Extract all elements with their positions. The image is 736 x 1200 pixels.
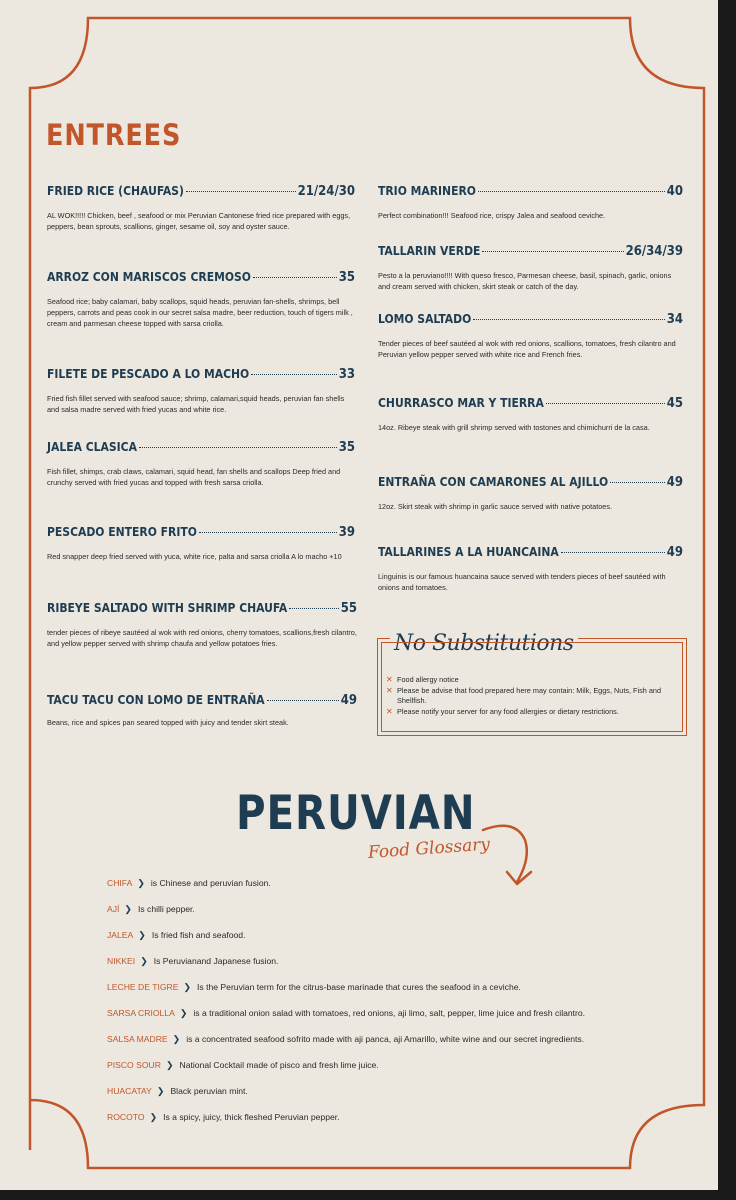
glossary-definition: National Cocktail made of pisco and fresh lime juice. — [179, 1060, 379, 1070]
glossary-definition: Is Peruvianand Japanese fusion. — [153, 956, 279, 966]
item-price: 49 — [340, 693, 357, 708]
glossary-definition: Is a spicy, juicy, thick fleshed Peruvian pepper. — [163, 1112, 340, 1122]
item-title-row — [47, 601, 357, 616]
leader-dots — [473, 319, 664, 320]
menu-item — [378, 184, 683, 221]
item-description: Fish fillet, shimps, crab claws, calamari, squid head, fan shells and scallops Deep fried and crunchy served with fried yucas and topped with fresh sarsa criolla. — [47, 467, 341, 487]
item-price: 35 — [338, 270, 355, 285]
item-title-row — [378, 184, 683, 199]
item-description: Linguinis is our famous huancaina sauce served with tenders pieces of beef sautéed with onions and tomatoes. — [378, 572, 666, 592]
chevron-right-icon: ❯ — [179, 1007, 188, 1018]
x-mark-icon: ✕ — [386, 685, 393, 695]
menu-item — [47, 184, 355, 232]
menu-item — [378, 545, 683, 593]
glossary-entry — [107, 974, 585, 1000]
item-description: Tender pieces of beef sautéed al wok with red onions, scallions, tomatoes, fresh cilantro and Peruvian yellow pepper served with white rice and French fries. — [378, 339, 676, 359]
allergy-notice-list — [386, 675, 676, 717]
chevron-right-icon: ❯ — [149, 1111, 158, 1122]
item-name: PESCADO ENTERO FRITO — [47, 525, 197, 539]
glossary-entry — [107, 948, 585, 974]
item-description: Pesto a la peruviano!!!! With queso fresco, Parmesan cheese, basil, spinach, garlic, onions and cream served with chicken, skirt steak or catch of the day. — [378, 271, 672, 291]
item-price: 21/24/30 — [297, 184, 355, 199]
menu-item — [378, 312, 683, 360]
glossary-term: SALSA MADRE — [107, 1034, 168, 1044]
chevron-right-icon: ❯ — [140, 955, 148, 966]
chevron-right-icon: ❯ — [124, 903, 132, 914]
item-description: AL WOK!!!!! Chicken, beef , seafood or mix Peruvian Cantonese fried rice prepared with eggs, peppers, bean sprouts, scallions, ginger, sesame oil, soy and oyster sauce. — [47, 211, 351, 231]
item-title-row — [47, 440, 355, 455]
item-price: 39 — [338, 525, 355, 540]
item-name: JALEA CLASICA — [47, 440, 137, 454]
glossary-definition: is a concentrated seafood sofrito made with aji panca, aji Amarillo, white wine and our secret ingredients. — [186, 1034, 585, 1044]
item-title-row — [378, 396, 683, 411]
menu-item — [47, 367, 355, 415]
glossary-entry — [107, 896, 585, 922]
item-name: RIBEYE SALTADO WITH SHRIMP CHAUFA — [47, 601, 288, 615]
glossary-definition: Is fried fish and seafood. — [151, 930, 246, 940]
item-description: Seafood rice; baby calamari, baby scallops, squid heads, peruvian fan-shells, shrimps, bell peppers, carrots and peas cook in our secret salsa madre, beer reduction, touch of tigers milk , cream and parmesan cheese topped with sarsa criolla. — [47, 297, 353, 328]
item-description: tender pieces of ribeye sautéed al wok with red onions, cherry tomatoes, scallions,fresh cilantro, and yellow pepper served with shrimp chaufa and yellow potatoes fries. — [47, 628, 357, 648]
chevron-right-icon: ❯ — [137, 877, 145, 888]
item-name: FRIED RICE (CHAUFAS) — [47, 184, 184, 198]
item-price: 49 — [666, 475, 683, 490]
chevron-right-icon: ❯ — [183, 981, 192, 992]
chevron-right-icon: ❯ — [138, 929, 146, 940]
glossary-entry — [107, 1104, 585, 1130]
item-price: 26/34/39 — [625, 244, 683, 259]
menu-item — [47, 525, 355, 562]
list-item — [386, 707, 676, 718]
menu-item — [47, 270, 355, 329]
glossary-definition: Black peruvian mint. — [170, 1086, 248, 1096]
item-price: 35 — [338, 440, 355, 455]
glossary-entry — [107, 1000, 585, 1026]
notice-text: Please be advise that food prepared here may contain: Milk, Eggs, Nuts, Fish and Shellfish. — [397, 685, 662, 705]
glossary-definition: is a traditional onion salad with tomatoes, red onions, aji limo, salt, pepper, lime juice and fresh cilantro. — [193, 1008, 586, 1018]
leader-dots — [478, 191, 665, 192]
chevron-right-icon: ❯ — [165, 1059, 174, 1070]
glossary-term: SARSA CRIOLLA — [107, 1008, 175, 1018]
item-description: Red snapper deep fried served with yuca, white rice, palta and sarsa criolla A lo macho +10 — [47, 552, 342, 561]
item-price: 49 — [666, 545, 683, 560]
menu-item — [378, 475, 683, 512]
glossary-entry — [107, 870, 585, 896]
leader-dots — [251, 374, 337, 375]
glossary-definition: Is chilli pepper. — [137, 904, 195, 914]
glossary-term: ROCOTO — [107, 1112, 145, 1122]
menu-item — [47, 693, 357, 728]
x-mark-icon: ✕ — [386, 706, 393, 716]
item-title-row — [378, 244, 683, 259]
item-title-row — [378, 475, 683, 490]
item-name: ARROZ CON MARISCOS CREMOSO — [47, 270, 251, 284]
glossary-entry — [107, 922, 585, 948]
leader-dots — [253, 277, 337, 278]
item-description: 14oz. Ribeye steak with grill shrimp served with tostones and chimichurri de la casa. — [378, 423, 650, 432]
item-title-row — [47, 184, 355, 199]
item-name: CHURRASCO MAR Y TIERRA — [378, 396, 544, 410]
item-price: 45 — [666, 396, 683, 411]
menu-item — [47, 601, 357, 649]
item-price: 55 — [340, 601, 357, 616]
item-description: Perfect combination!!! Seafood rice, crispy Jalea and seafood ceviche. — [378, 211, 606, 220]
item-title-row — [47, 270, 355, 285]
glossary-title: PERUVIAN — [236, 786, 476, 841]
glossary-term: NIKKEI — [107, 956, 136, 966]
glossary-term: JALEA — [107, 930, 134, 940]
glossary-list — [107, 870, 585, 1130]
item-title-row — [378, 312, 683, 327]
leader-dots — [199, 532, 337, 533]
leader-dots — [186, 191, 296, 192]
item-title-row — [47, 367, 355, 382]
leader-dots — [610, 482, 665, 483]
glossary-definition: Is the Peruvian term for the citrus-base marinade that cures the seafood in a ceviche. — [197, 982, 521, 992]
glossary-term: HUACATAY — [107, 1086, 152, 1096]
item-price: 34 — [666, 312, 683, 327]
glossary-term: LECHE DE TIGRE — [107, 982, 179, 992]
chevron-right-icon: ❯ — [172, 1033, 181, 1044]
item-name: LOMO SALTADO — [378, 312, 472, 326]
glossary-term: PISCO SOUR — [107, 1060, 161, 1070]
item-name: TALLARIN VERDE — [378, 244, 481, 258]
item-name: TACU TACU CON LOMO DE ENTRAÑA — [47, 693, 265, 707]
item-name: TRIO MARINERO — [378, 184, 476, 198]
leader-dots — [546, 403, 665, 404]
item-name: ENTRAÑA CON CAMARONES AL AJILLO — [378, 475, 609, 489]
leader-dots — [289, 608, 338, 609]
item-name: FILETE DE PESCADO A LO MACHO — [47, 367, 250, 381]
section-heading: ENTREES — [46, 118, 182, 152]
glossary-entry — [107, 1078, 585, 1104]
item-description: Beans, rice and spices pan seared topped with juicy and tender skirt steak. — [47, 718, 289, 727]
chevron-right-icon: ❯ — [156, 1085, 165, 1096]
item-price: 40 — [666, 184, 683, 199]
glossary-term: AJÍ — [107, 904, 120, 914]
leader-dots — [482, 251, 623, 252]
glossary-entry — [107, 1052, 585, 1078]
glossary-definition: is Chinese and peruvian fusion. — [150, 878, 271, 888]
list-item — [386, 686, 676, 707]
glossary-entry — [107, 1026, 585, 1052]
glossary-term: CHIFA — [107, 878, 133, 888]
list-item — [386, 675, 676, 686]
notice-text: Food allergy notice — [397, 675, 459, 684]
notice-text: Please notify your server for any food allergies or dietary restrictions. — [397, 706, 619, 716]
menu-item — [47, 440, 355, 488]
item-name: TALLARINES A LA HUANCAINA — [378, 545, 559, 559]
item-description: 12oz. Skirt steak with shrimp in garlic sauce served with native potatoes. — [378, 502, 613, 511]
glossary-subtitle: Food Glossary — [367, 834, 491, 863]
item-description: Fried fish fillet served with seafood sauce; shrimp, calamari,squid heads, peruvian fan shells and salsa madre served with fried yucas and white rice. — [47, 394, 345, 414]
x-mark-icon: ✕ — [386, 675, 393, 684]
item-title-row — [378, 545, 683, 560]
no-substitutions-title: No Substitutions — [390, 631, 578, 656]
leader-dots — [267, 700, 339, 701]
leader-dots — [561, 552, 665, 553]
menu-item — [378, 244, 683, 292]
leader-dots — [139, 447, 337, 448]
no-substitutions-box — [377, 631, 687, 736]
item-title-row — [47, 693, 357, 708]
item-price: 33 — [338, 367, 355, 382]
menu-item — [378, 396, 683, 433]
item-title-row — [47, 525, 355, 540]
